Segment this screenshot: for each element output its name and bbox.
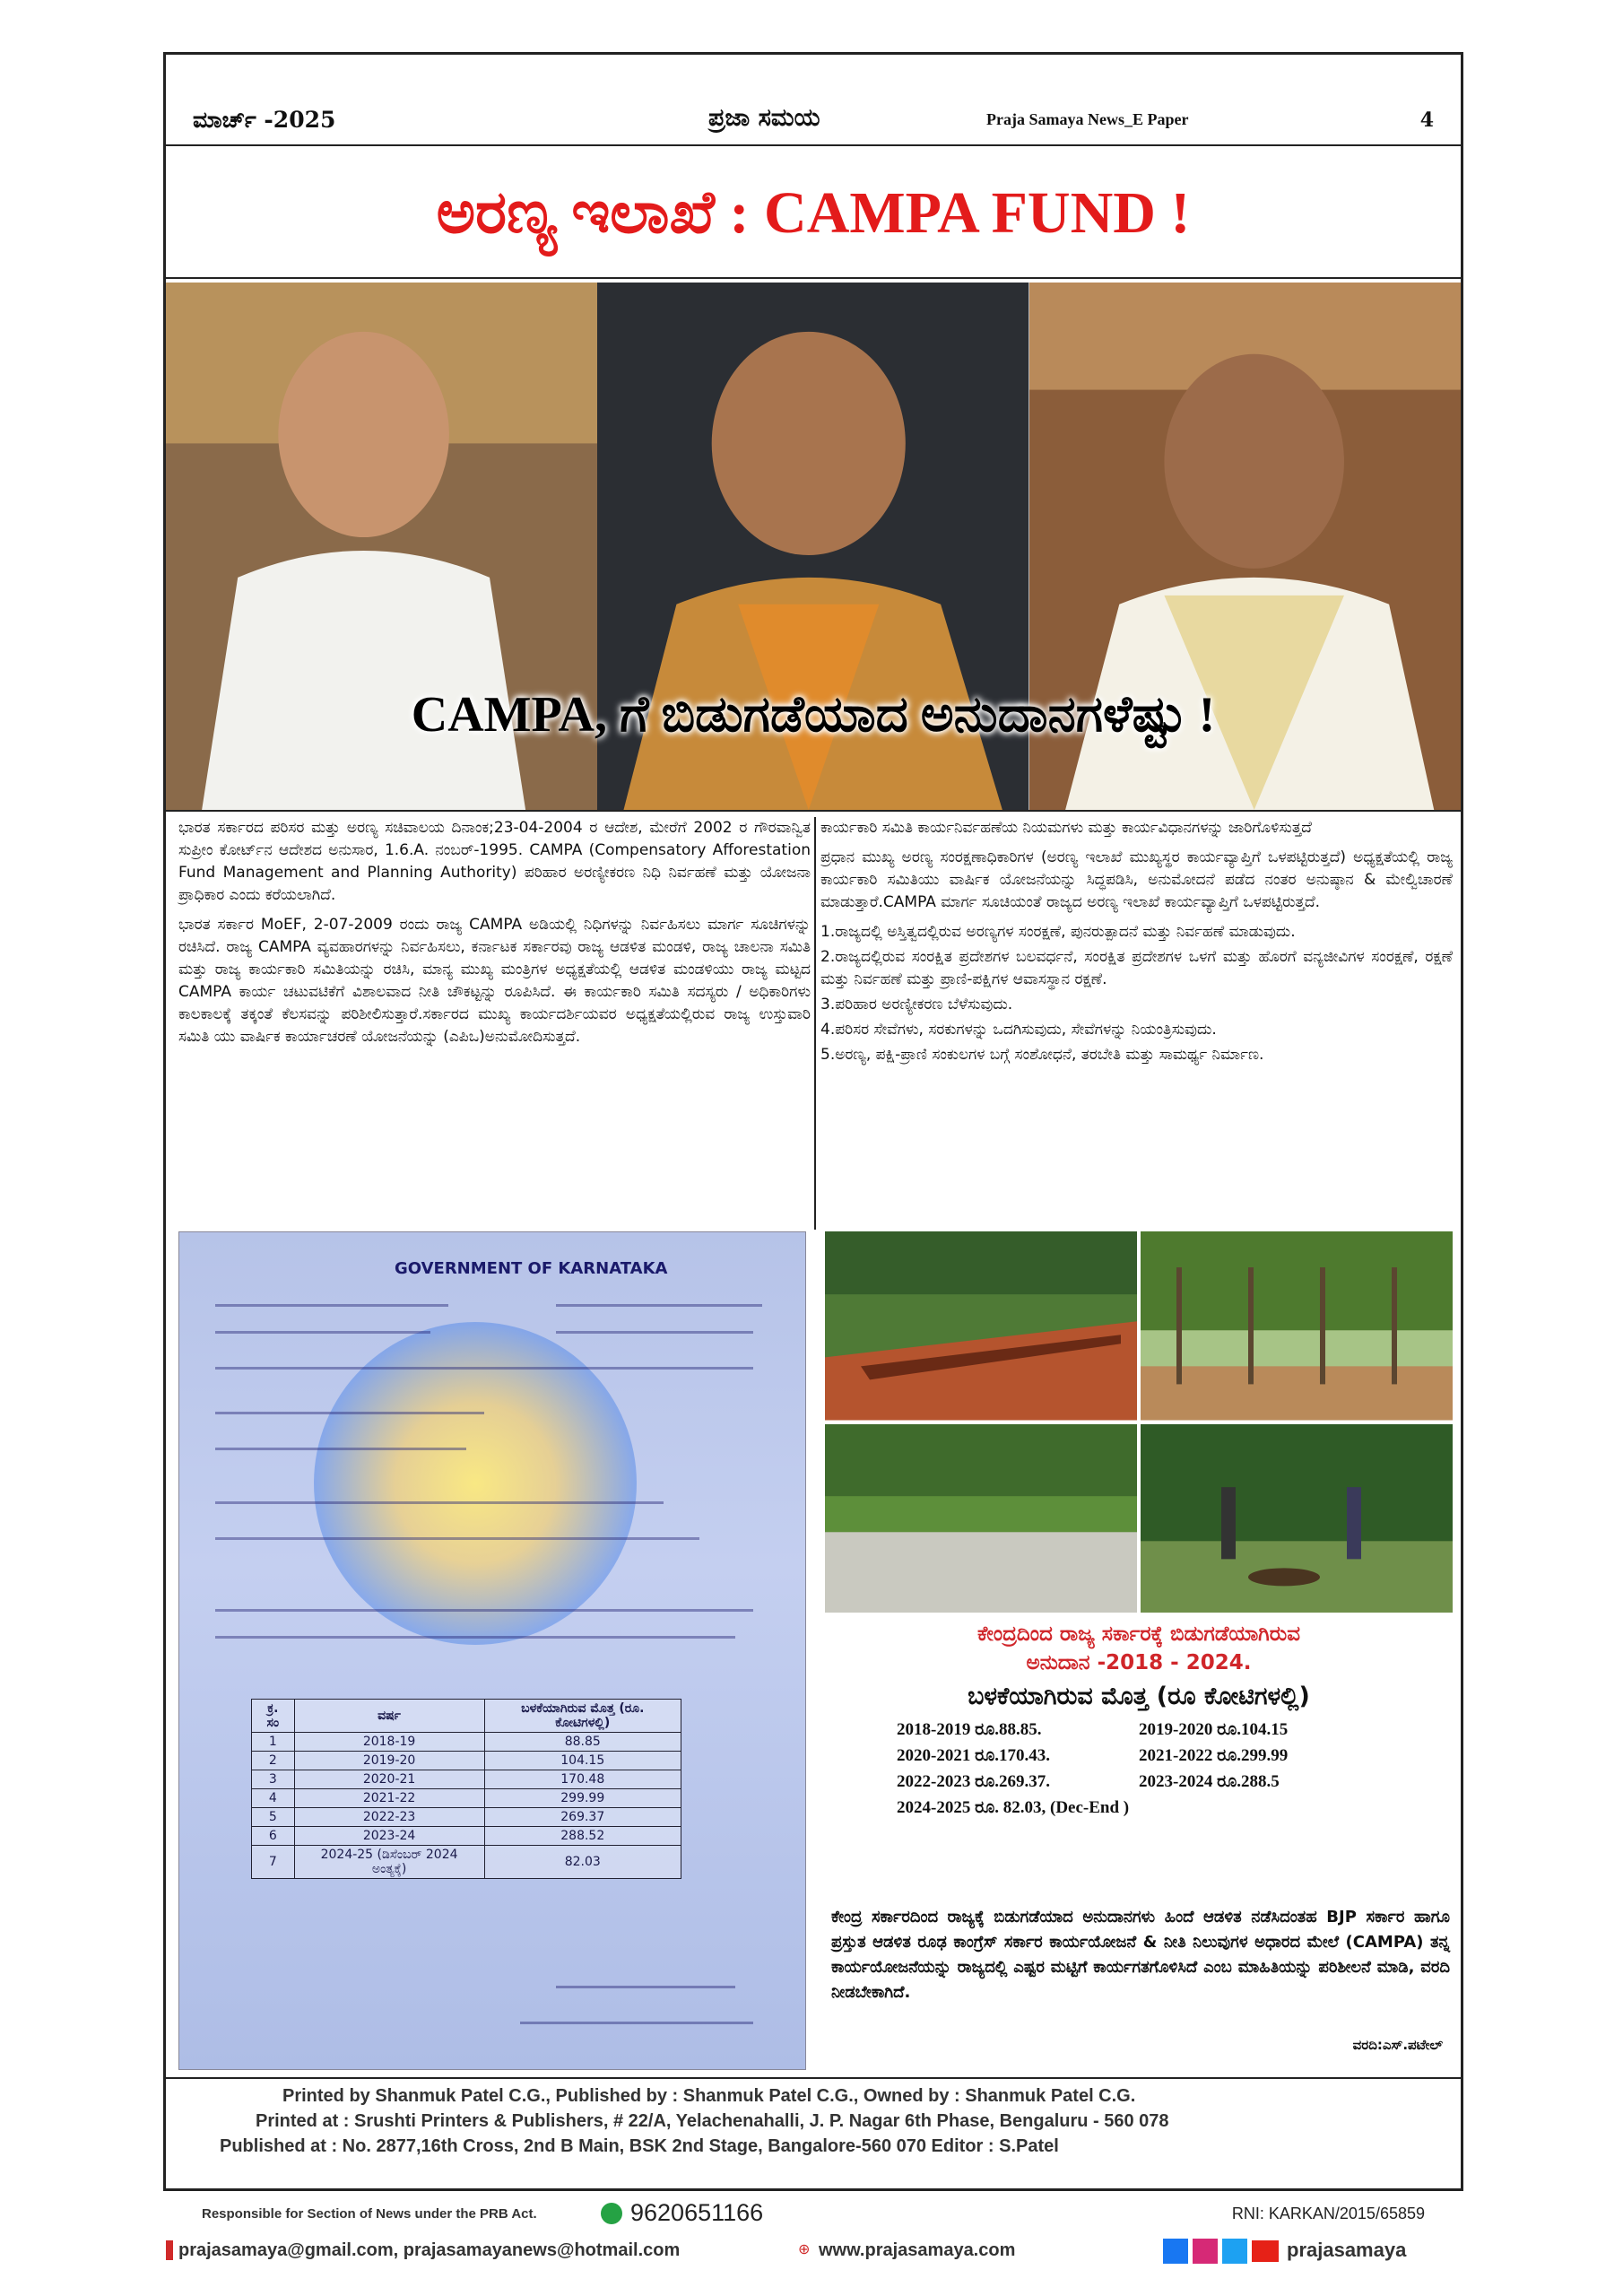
fund-table [251,1699,681,1879]
fund-title-line1: ಕೇಂದ್ರದಿಂದ ರಾಜ್ಯ ಸರ್ಕಾರಕ್ಕೆ ಬಿಡುಗಡೆಯಾಗಿರುವ [976,1622,1301,1646]
printed-by: Printed by Shanmuk Patel C.G., Published by : Shanmuk Patel C.G., Owned by : Shanmuk Patel C.G. [282,2086,1136,2106]
table-cell: 288.52 [484,1827,681,1846]
phone-number[interactable]: 9620651166 [630,2199,764,2226]
paragraph: ಪ್ರಧಾನ ಮುಖ್ಯ ಅರಣ್ಯ ಸಂರಕ್ಷಣಾಧಿಕಾರಿಗಳ (ಅರಣ್ಯ ಇಲಾಖೆ ಮುಖ್ಯಸ್ಥರ ಕಾರ್ಯವ್ಯಾಪ್ತಿಗೆ ಒಳಪಟ್ಟಿರುತ್ತದೆ) ಅಧ್ಯಕ್ಷತೆಯಲ್ಲಿ ರಾಜ್ಯ ಕಾರ್ಯಕಾರಿ ಸಮಿತಿಯು ವಾರ್ಷಿಕ ಯೋಜನೆಯನ್ನು ಸಿದ್ಧಪಡಿಸಿ, ಅನುಮೋದನೆ ಪಡೆದ ನಂತರ ಅನುಷ್ಠಾನ & ಮೇಲ್ವಿಚಾರಣೆ ಮಾಡುತ್ತಾರೆ.CAMPA ಮಾರ್ಗ ಸೂಚಿಯಂತೆ ರಾಜ್ಯದ ಅರಣ್ಯ ಇಲಾಖೆ ಕಾರ್ಯವ್ಯಾಪ್ತಿಗೆ ಒಳಪಟ್ಟಿರುತ್ತದೆ. [820,848,1453,911]
forest-photos [825,1231,1453,1613]
table-cell: 104.15 [484,1752,681,1770]
table-cell: 2020-21 [294,1770,484,1789]
fund-list [897,1717,1381,1821]
text-line [215,1609,753,1612]
paragraph: ಕಾರ್ಯಕಾರಿ ಸಮಿತಿ ಕಾರ್ಯನಿರ್ವಹಣೆಯ ನಿಯಮಗಳು ಮತ್ತು ಕಾರ್ಯವಿಧಾನಗಳನ್ನು ಜಾರಿಗೊಳಿಸುತ್ತದೆ [820,819,1312,837]
table-row [252,1733,681,1752]
social-handle: prajasamaya [1287,2239,1407,2261]
tree-plantation-photo [1141,1231,1453,1421]
twitter-icon[interactable] [1222,2239,1247,2264]
rni-number: RNI: KARKAN/2015/65859 [1231,2205,1425,2222]
whatsapp-icon [601,2203,622,2224]
list-item: 3.ಪರಿಹಾರ ಅರಣ್ಯೀಕರಣ ಬೆಳೆಸುವುದು. [820,996,1013,1013]
page-number: 4 [1419,109,1434,132]
trench-photo [825,1231,1137,1421]
table-header: ಬಳಕೆಯಾಗಿರುವ ಮೊತ್ತ (ರೂ. ಕೋಟಿಗಳಲ್ಲಿ) [484,1700,681,1733]
prb-note: Responsible for Section of News under the PRB Act. [202,2206,537,2222]
fund-item: 2020-2021 ರೂ.170.43. [897,1746,1051,1765]
government-letter-image [178,1231,806,2070]
fund-item: 2023-2024 ರೂ.288.5 [1139,1772,1280,1791]
list-item: 5.ಅರಣ್ಯ, ಪಕ್ಷಿ-ಪ್ರಾಣಿ ಸಂಕುಲಗಳ ಬಗ್ಗೆ ಸಂಶೋಧನೆ, ತರಬೇತಿ ಮತ್ತು ಸಾಮರ್ಥ್ಯ ನಿರ್ಮಾಣ. [820,1046,1264,1064]
issue-date: ಮಾರ್ಚ್ -2025 [193,107,336,133]
article-right-column [820,817,1453,1069]
conclusion-paragraph: ಕೇಂದ್ರ ಸರ್ಕಾರದಿಂದ ರಾಜ್ಯಕ್ಕೆ ಬಿಡುಗಡೆಯಾದ ಅನುದಾನಗಳು ಹಿಂದೆ ಆಡಳಿತ ನಡೆಸಿದಂತಹ BJP ಸರ್ಕಾರ ಹಾಗೂ ಪ್ರಸ್ತುತ ಆಡಳಿತ ರೂಢ ಕಾಂಗ್ರೆಸ್ ಸರ್ಕಾರ ಕಾರ್ಯಯೋಜನೆ & ನೀತಿ ನಿಲುವುಗಳ ಅಧಾರದ ಮೇಲೆ (CAMPA) ತನ್ನ ಕಾರ್ಯಯೋಜನೆಯನ್ನು ರಾಜ್ಯದಲ್ಲಿ ಎಷ್ಟರ ಮಟ್ಟಿಗೆ ಕಾರ್ಯಗತಗೊಳಿಸಿದೆ ಎಂಬ ಮಾಹಿತಿಯನ್ನು ಪರಿಶೀಲನೆ ಮಾಡಿ, ವರದಿ ನೀಡಬೇಕಾಗಿದೆ. [831,1908,1450,2002]
headline: ಅರಣ್ಯ ಇಲಾಖೆ : CAMPA FUND ! [166,144,1461,279]
table-cell: 7 [252,1846,295,1879]
table-cell: 269.37 [484,1808,681,1827]
letter-heading: GOVERNMENT OF KARNATAKA [395,1259,668,1278]
paragraph: ಭಾರತ ಸರ್ಕಾರದ ಪರಿಸರ ಮತ್ತು ಅರಣ್ಯ ಸಚಿವಾಲಯ ದಿನಾಂಕ;23-04-2004 ರ ಆದೇಶ, ಮೇರೆಗೆ 2002 ರ ಗೌರವಾನ್ವಿತ ಸುಪ್ರೀಂ ಕೋರ್ಟ್‌ನ ಆದೇಶದ ಅನುಸಾರ, 1.6.A. ನಂಬರ್-1995. CAMPA (Compensatory Afforestation Fund Management and Planning Authority) ಪರಿಹಾರ ಅರಣ್ಯೀಕರಣ ನಿಧಿ ನಿರ್ವಹಣೆ ಮತ್ತು ಯೋಜನಾ ಪ್ರಾಧಿಕಾರ ಎಂದು ಕರೆಯಲಾಗಿದೆ. [178,819,811,904]
fund-item: 2021-2022 ರೂ.299.99 [1139,1746,1289,1765]
list-item: 4.ಪರಿಸರ ಸೇವೆಗಳು, ಸರಕುಗಳನ್ನು ಒದಗಿಸುವುದು, ಸೇವೆಗಳನ್ನು ನಿಯಂತ್ರಿಸುವುದು. [820,1021,1217,1039]
table-cell: 2 [252,1752,295,1770]
text-line [215,1636,735,1639]
watermark-stamp [314,1322,637,1645]
text-line [215,1304,448,1307]
text-line [215,1537,699,1540]
fund-subtitle: ಬಳಕೆಯಾಗಿರುವ ಮೊತ್ತ (ರೂ ಕೋಟಿಗಳಲ್ಲಿ) [968,1683,1310,1710]
list-item: 1.ರಾಜ್ಯದಲ್ಲಿ ಅಸ್ತಿತ್ವದಲ್ಲಿರುವ ಅರಣ್ಯಗಳ ಸಂರಕ್ಷಣೆ, ಪುನರುತ್ಪಾದನೆ ಮತ್ತು ನಿರ್ವಹಣೆ ಮಾಡುವುದು. [820,923,1296,941]
table-cell: 2022-23 [294,1808,484,1827]
reporter-credit: ವರದಿ:ಎಸ್.ಪಟೇಲ್ [1352,2037,1443,2053]
table-row [252,1846,681,1879]
table-cell: 88.85 [484,1733,681,1752]
instagram-icon[interactable] [1193,2239,1218,2264]
contact-bar [166,2194,1461,2292]
print-line [166,2077,1461,2194]
fund-item: 2019-2020 ರೂ.104.15 [1139,1720,1289,1739]
text-line [215,1501,664,1504]
table-cell: 2021-22 [294,1789,484,1808]
youtube-icon[interactable] [1252,2240,1279,2262]
table-cell: 3 [252,1770,295,1789]
table-cell: 1 [252,1733,295,1752]
masthead [166,55,1461,144]
signature-line [556,1986,735,1988]
website-link[interactable]: www.prajasamaya.com [819,2240,1016,2260]
photo-collage [166,283,1461,812]
fund-summary [825,1620,1453,1821]
published-at: Published at : No. 2877,16th Cross, 2nd B Main, BSK 2nd Stage, Bangalore-560 070 Editor : S.Patel [220,2136,1059,2156]
page-frame [163,52,1463,2261]
photo-caption: CAMPA, ಗೆ ಬಿಡುಗಡೆಯಾದ ಅನುದಾನಗಳೆಷ್ಟು ! [411,687,1216,743]
table-cell: 2024-25 (ಡಿಸೆಂಬರ್ 2024 ಅಂತ್ಯಕ್ಕೆ) [294,1846,484,1879]
text-line [215,1331,430,1334]
table-cell: 5 [252,1808,295,1827]
text-line [215,1367,753,1370]
table-row [252,1789,681,1808]
nursery-photo [825,1424,1137,1613]
text-line [215,1412,484,1414]
text-line [215,1448,466,1450]
text-line [556,1304,762,1307]
printed-at: Printed at : Srushti Printers & Publishers, # 22/A, Yelachenahalli, J. P. Nagar 6th Phase, Bengaluru - 560 078 [256,2111,1169,2131]
fund-title-line2: ಅನುದಾನ -2018 - 2024. [1026,1651,1252,1674]
table-cell: 4 [252,1789,295,1808]
table-cell: 2023-24 [294,1827,484,1846]
globe-icon: ⊕ [798,2242,811,2257]
email-links[interactable]: prajasamaya@gmail.com, prajasamayanews@hotmail.com [178,2240,681,2260]
table-row [252,1752,681,1770]
fund-item: 2022-2023 ರೂ.269.37. [897,1772,1051,1791]
table-row [252,1827,681,1846]
table-row [252,1808,681,1827]
fund-item: 2018-2019 ರೂ.88.85. [897,1720,1042,1739]
facebook-icon[interactable] [1163,2239,1188,2264]
column-divider [814,817,816,1230]
table-cell: 6 [252,1827,295,1846]
brand-name: ಪ್ರಜಾ ಸಮಯ [708,104,820,132]
table-row [252,1770,681,1789]
list-item: 2.ರಾಜ್ಯದಲ್ಲಿರುವ ಸಂರಕ್ಷಿತ ಪ್ರದೇಶಗಳ ಬಲವರ್ಧನೆ, ಸಂರಕ್ಷಿತ ಪ್ರದೇಶಗಳ ಒಳಗೆ ಮತ್ತು ಹೊರಗೆ ವನ್ಯಜೀವಿಗಳ ಸಂರಕ್ಷಣೆ, ರಕ್ಷಣೆ ಮತ್ತು ನಿರ್ವಹಣೆ ಮತ್ತು ಪ್ರಾಣಿ-ಪಕ್ಷಿಗಳ ಆವಾಸಸ್ಥಾನ ರಕ್ಷಣೆ. [820,948,1453,988]
paragraph: ಭಾರತ ಸರ್ಕಾರ MoEF, 2-07-2009 ರಂದು ರಾಜ್ಯ CAMPA ಅಡಿಯಲ್ಲಿ ನಿಧಿಗಳನ್ನು ನಿರ್ವಹಿಸಲು ಮಾರ್ಗ ಸೂಚಿಗಳನ್ನು ರಚಿಸಿದೆ. ರಾಜ್ಯ CAMPA ವ್ಯವಹಾರಗಳನ್ನು ನಿರ್ವಹಿಸಲು, ಕರ್ನಾಟಕ ಸರ್ಕಾರವು ರಾಜ್ಯ ಆಡಳಿತ ಮಂಡಳಿ, ರಾಜ್ಯ ಚಾಲನಾ ಸಮಿತಿ ಮತ್ತು ರಾಜ್ಯ ಕಾರ್ಯಕಾರಿ ಸಮಿತಿಯನ್ನು ರಚಿಸಿ, ಮಾನ್ಯ ಮುಖ್ಯ ಮಂತ್ರಿಗಳ ಅಧ್ಯಕ್ಷತೆಯಲ್ಲಿ ಆಡಳಿತ ಮಂಡಳಿಯು ರಾಜ್ಯ ಮಟ್ಟದ CAMPA ಕಾರ್ಯ ಚಟುವಟಿಕೆಗೆ ವಿಶಾಲವಾದ ನೀತಿ ಚೌಕಟ್ಟನ್ನು ರೂಪಿಸಿದೆ. ಈ ಕಾರ್ಯಕಾರಿ ಸಮಿತಿ ಸದಸ್ಯರು / ಅಧಿಕಾರಿಗಳು ಕಾಲಕಾಲಕ್ಕೆ ತಕ್ಕಂತೆ ಕೆಲಸವನ್ನು ಪರಿಶೀಲಿಸುತ್ತಾರೆ.ಸರ್ಕಾರದ ಮುಖ್ಯ ಕಾರ್ಯದರ್ಶಿಯವರ ಅಧ್ಯಕ್ಷತೆಯಲ್ಲಿರುವ ರಾಜ್ಯ ಉಸ್ತುವಾರಿ ಸಮಿತಿ ಯು ವಾರ್ಷಿಕ ಕಾರ್ಯಾಚರಣೆ ಯೋಜನೆಯನ್ನು (ಎಪಿಒ)ಅನುಮೋದಿಸುತ್ತದೆ. [178,916,811,1046]
table-header: ಕ್ರ. ಸಂ [252,1700,295,1733]
table-cell: 82.03 [484,1846,681,1879]
text-line [520,2022,753,2024]
planting-activity-photo [1141,1424,1453,1613]
table-cell: 299.99 [484,1789,681,1808]
table-cell: 2018-19 [294,1733,484,1752]
epaper-label: Praja Samaya News_E Paper [986,110,1189,128]
article-left-column [178,817,811,1056]
table-cell: 170.48 [484,1770,681,1789]
mail-icon [166,2240,173,2260]
text-line [556,1331,753,1334]
table-header: ವರ್ಷ [294,1700,484,1733]
objectives-list [820,921,1453,1066]
table-cell: 2019-20 [294,1752,484,1770]
fund-item: 2024-2025 ರೂ. 82.03, (Dec-End ) [897,1798,1130,1817]
